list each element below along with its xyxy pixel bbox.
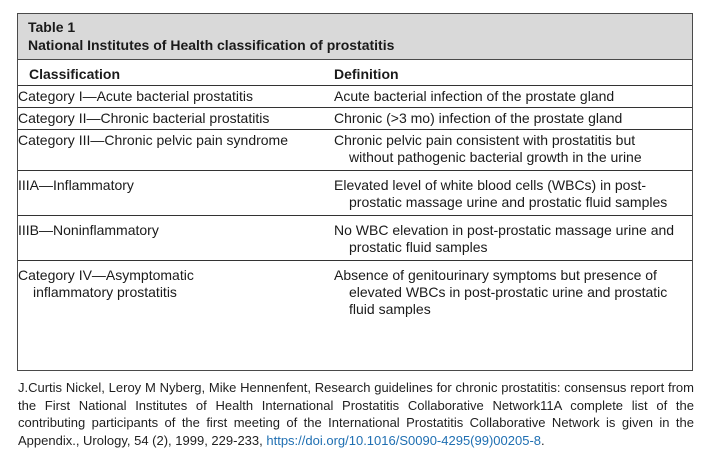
- row-definition: Chronic (>3 mo) infection of the prostate gland: [334, 110, 623, 126]
- row-definition: Absence of genitourinary symptoms but presence of elevated WBCs in post-prostatic urine and prostatic fluid samples: [334, 267, 668, 317]
- table-title: National Institutes of Health classification of prostatitis: [28, 37, 395, 53]
- row-classification: Category I—Acute bacterial prostatitis: [18, 88, 253, 104]
- column-headers: [18, 60, 692, 86]
- row-classification: Category II—Chronic bacterial prostatitis: [18, 110, 270, 126]
- row-definition: Chronic pelvic pain consistent with prostatitis but without pathogenic bacterial growth in the urine: [334, 132, 642, 165]
- row-definition: Elevated level of white blood cells (WBCs) in post-prostatic massage urine and prostatic fluid samples: [334, 177, 668, 210]
- column-header-definition: Definition: [334, 66, 399, 82]
- row-classification: IIIA—Inflammatory: [18, 177, 134, 193]
- citation: [18, 379, 694, 449]
- table-row: [18, 86, 692, 108]
- row-classification: Category IV—Asymptomatic inflammatory prostatitis: [18, 267, 194, 300]
- row-classification: IIIB—Noninflammatory: [18, 222, 159, 238]
- table-row: [18, 108, 692, 130]
- doi-link[interactable]: https://doi.org/10.1016/S0090-4295(99)00205-8: [266, 432, 542, 448]
- table-row: [18, 130, 692, 171]
- row-definition: Acute bacterial infection of the prostate gland: [334, 88, 615, 104]
- citation-text: J.Curtis Nickel, Leroy M Nyberg, Mike Hennenfent, Research guidelines for chronic prostatitis: consensus report from the First National Institutes of Health International Prostatitis Collaborative Network11A complete list of the contributing participants of the first meeting of the International Prostatitis Collaborative Network is given in the Appendix., Urology, 54 (2), 1999, 229-233,: [18, 380, 694, 448]
- citation-end: .: [541, 432, 545, 448]
- table-row: [18, 171, 692, 216]
- row-definition: No WBC elevation in post-prostatic massage urine and prostatic fluid samples: [334, 222, 675, 255]
- column-header-classification: Classification: [29, 66, 121, 82]
- classification-table: [17, 13, 693, 371]
- table-header: [18, 14, 692, 60]
- table-row: [18, 216, 692, 261]
- row-classification: Category III—Chronic pelvic pain syndrome: [18, 132, 289, 148]
- table-row: [18, 261, 692, 320]
- table-label: Table 1: [28, 19, 76, 35]
